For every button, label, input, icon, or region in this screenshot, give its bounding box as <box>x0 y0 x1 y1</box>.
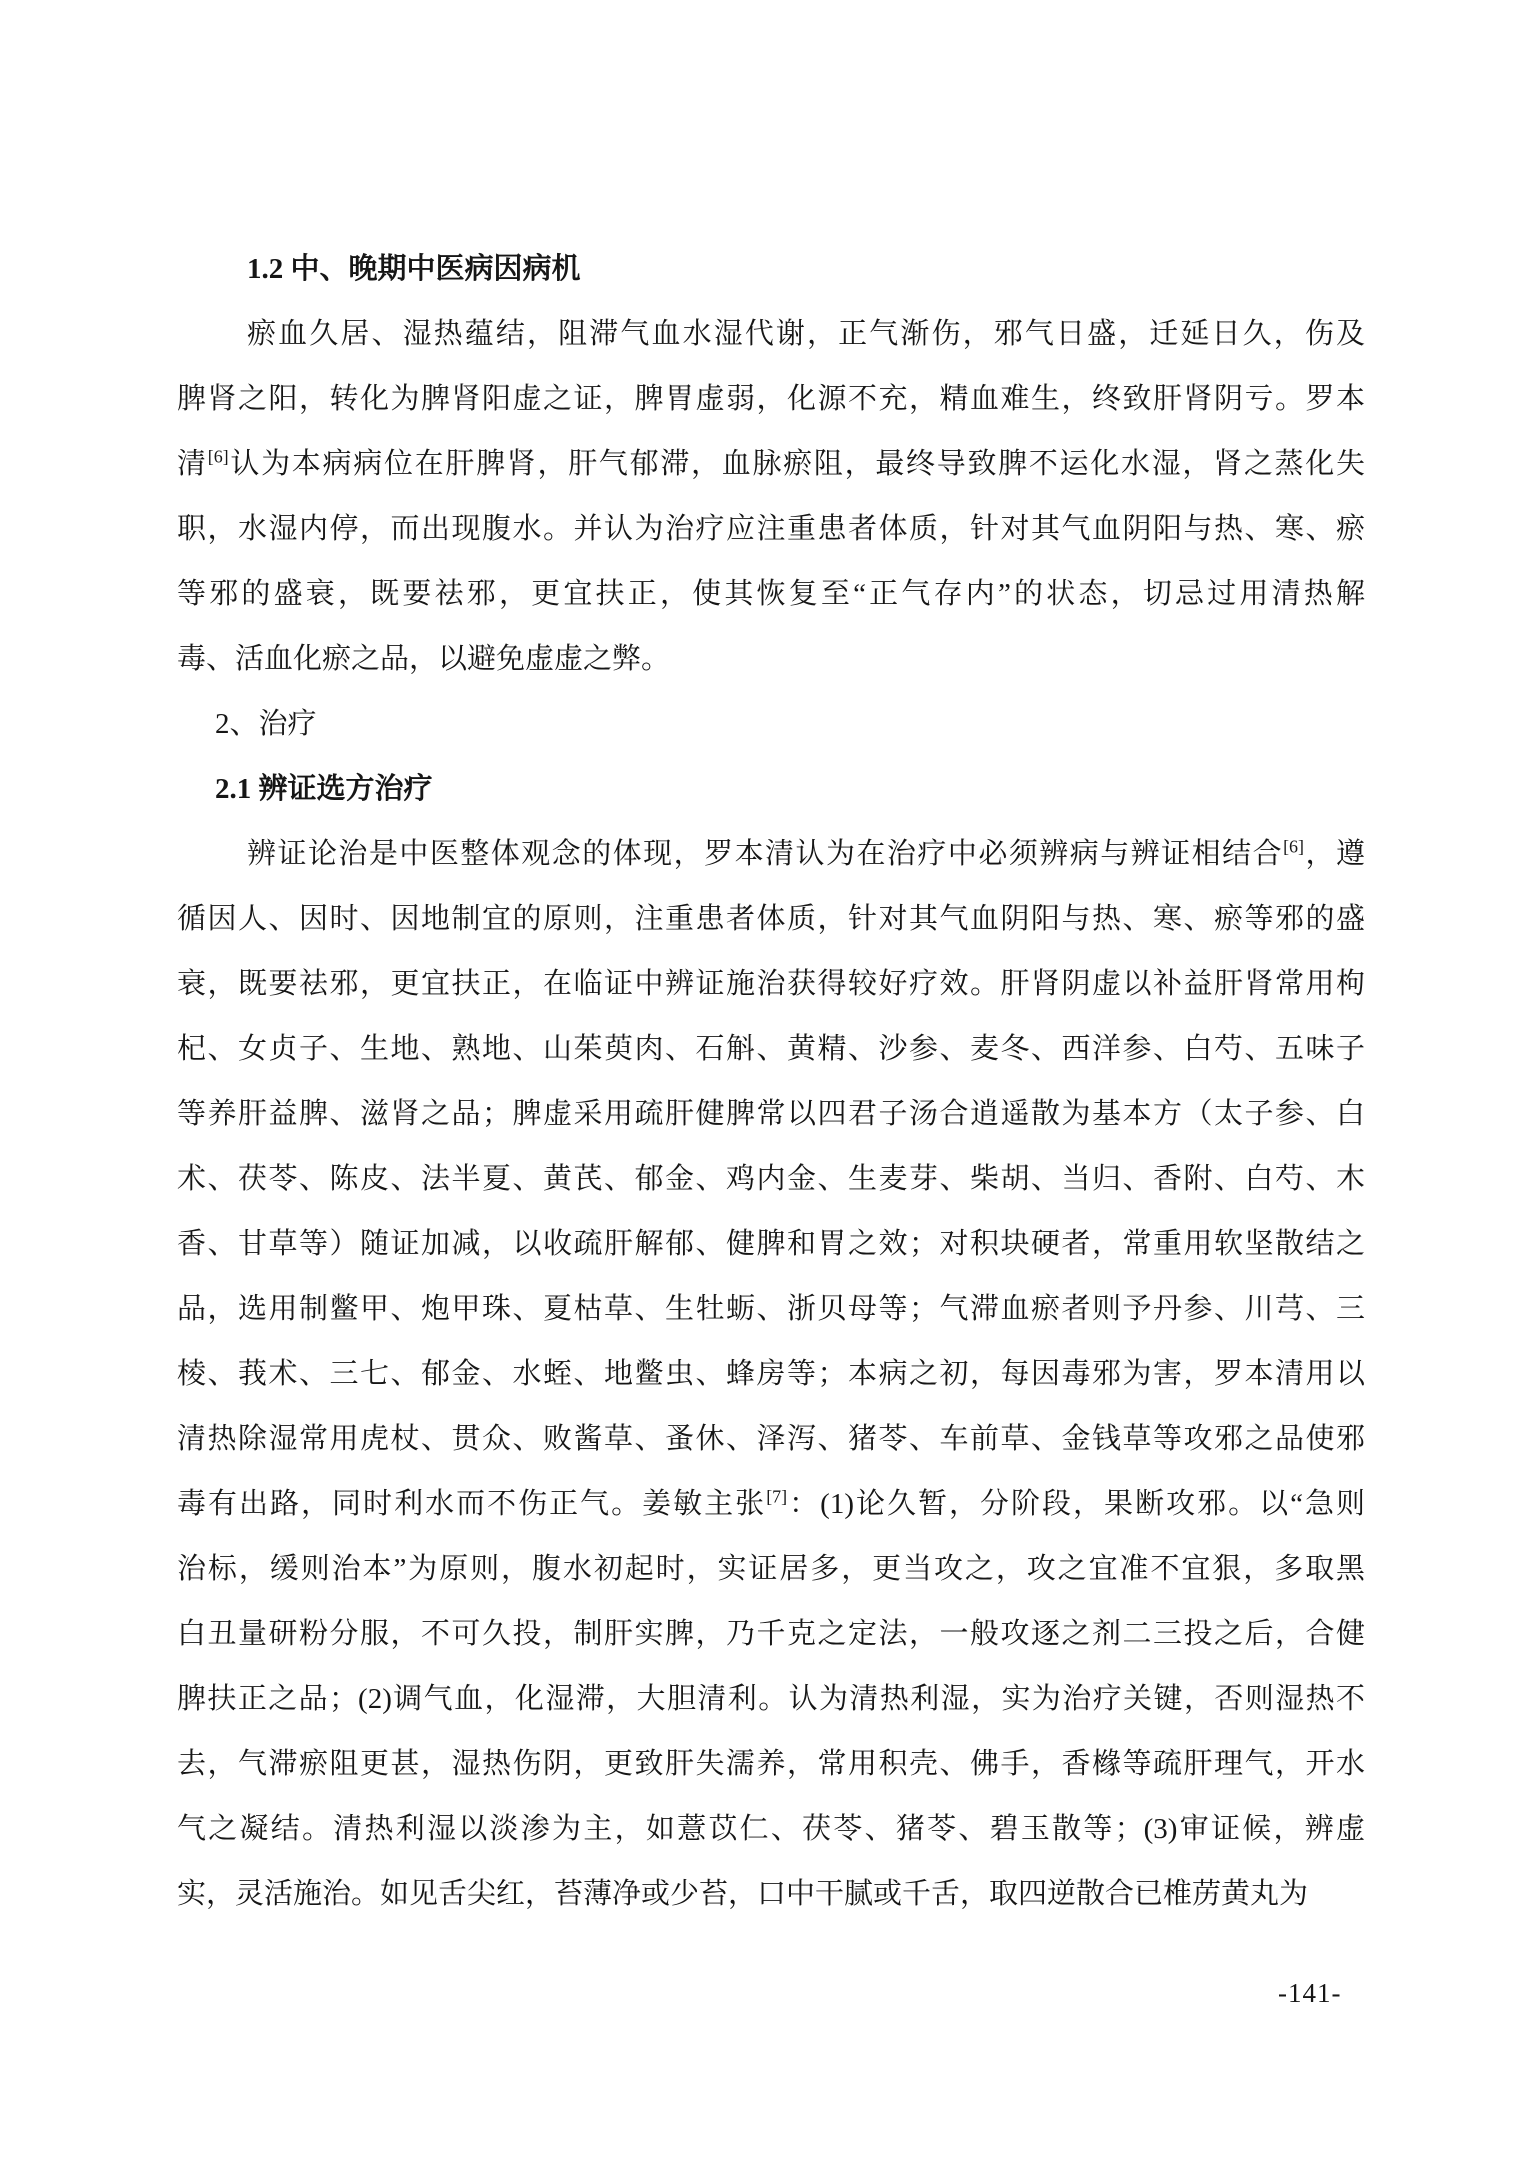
para1-line-2: 脾肾之阳，转化为脾肾阳虚之证，脾胃虚弱，化源不充，精血难生，终致肝肾阴亏。罗本 <box>177 383 1365 415</box>
para2-line-17: 实，灵活施治。如见舌尖红，苔薄净或少苔，口中干腻或千舌，取四逆散合已椎苈黄丸为 <box>177 1878 1309 1910</box>
para2-line-3: 衰，既要祛邪，更宜扶正，在临证中辨证施治获得较好疗效。肝肾阴虚以补益肝肾常用枸 <box>177 968 1365 1000</box>
para2-line-11-text-after: ：(1)论久暂，分阶段，果断攻邪。以“急则 <box>787 1488 1365 1520</box>
para1-line-3-text-after: 认为本病病位在肝脾肾，肝气郁滞，血脉瘀阻，最终导致脾不运化水湿，肾之蒸化失 <box>228 448 1365 480</box>
para2-line-12: 治标，缓则治本”为原则，腹水初起时，实证居多，更当攻之，攻之宜准不宜狠，多取黑 <box>177 1553 1365 1585</box>
para1-line-3 <box>177 432 1365 497</box>
para2-line-14: 脾扶正之品；(2)调气血，化湿滞，大胆清利。认为清热利湿，实为治疗关键，否则湿热不 <box>177 1683 1365 1715</box>
section-heading-2: 2、治疗 <box>215 708 317 740</box>
para2-line-9: 棱、莪术、三七、郁金、水蛭、地鳖虫、蜂房等；本病之初，每因毒邪为害，罗本清用以 <box>177 1358 1365 1390</box>
para1-line-6: 毒、活血化瘀之品，以避免虚虚之弊。 <box>177 643 671 675</box>
page-number: -141- <box>1278 1978 1342 2008</box>
text-block <box>177 237 1365 1927</box>
para2-line-1-text-after: ，遵 <box>1304 838 1365 870</box>
section-heading-1-2: 1.2 中、晚期中医病因病机 <box>247 253 581 285</box>
para2-line-2: 循因人、因时、因地制宜的原则，注重患者体质，针对其气血阴阳与热、寒、瘀等邪的盛 <box>177 903 1365 935</box>
para2-line-13: 白丑量研粉分服，不可久投，制肝实脾，乃千克之定法，一般攻逐之剂二三投之后，合健 <box>177 1618 1365 1650</box>
para2-line-11-text: 毒有出路，同时利水而不伤正气。姜敏主张 <box>177 1488 767 1520</box>
para1-line-4: 职，水湿内停，而出现腹水。并认为治疗应注重患者体质，针对其气血阴阳与热、寒、瘀 <box>177 513 1365 545</box>
para2-line-1-text: 辨证论治是中医整体观念的体现，罗本清认为在治疗中必须辨病与辨证相结合 <box>247 838 1284 870</box>
para2-line-15: 去，气滞瘀阻更甚，湿热伤阴，更致肝失濡养，常用积壳、佛手，香橼等疏肝理气，开水 <box>177 1748 1365 1780</box>
para2-line-1 <box>177 822 1365 887</box>
para1-line-5: 等邪的盛衰，既要祛邪，更宜扶正，使其恢复至“正气存内”的状态，切忌过用清热解 <box>177 578 1365 610</box>
para2-line-10: 清热除湿常用虎杖、贯众、败酱草、蚤休、泽泻、猪苓、车前草、金钱草等攻邪之品使邪 <box>177 1423 1365 1455</box>
section-heading-2-1: 2.1 辨证选方治疗 <box>215 773 433 805</box>
para2-line-8: 品，选用制鳖甲、炮甲珠、夏枯草、生牡蛎、浙贝母等；气滞血瘀者则予丹参、川芎、三 <box>177 1293 1365 1325</box>
para2-line-6: 术、茯苓、陈皮、法半夏、黄芪、郁金、鸡内金、生麦芽、柴胡、当归、香附、白芍、木 <box>177 1163 1365 1195</box>
para2-line-16: 气之凝结。清热利湿以淡渗为主，如薏苡仁、茯苓、猪苓、碧玉散等；(3)审证候，辨虚 <box>177 1813 1365 1845</box>
para2-line-4: 杞、女贞子、生地、熟地、山茱萸肉、石斛、黄精、沙参、麦冬、西洋参、白芍、五味子 <box>177 1033 1365 1065</box>
para1-line-1: 瘀血久居、湿热蕴结，阻滞气血水湿代谢，正气渐伤，邪气日盛，迁延日久，伤及 <box>247 318 1365 350</box>
citation-ref-6b: [6] <box>1283 836 1305 857</box>
para1-line-3-text: 清 <box>177 448 208 480</box>
citation-ref-7: [7] <box>766 1486 788 1507</box>
para2-line-11 <box>177 1472 1365 1537</box>
para2-line-5: 等养肝益脾、滋肾之品；脾虚采用疏肝健脾常以四君子汤合逍遥散为基本方（太子参、白 <box>177 1098 1365 1130</box>
para2-line-7: 香、甘草等）随证加减，以收疏肝解郁、健脾和胃之效；对积块硬者，常重用软坚散结之 <box>177 1228 1365 1260</box>
citation-ref-6: [6] <box>207 446 229 467</box>
